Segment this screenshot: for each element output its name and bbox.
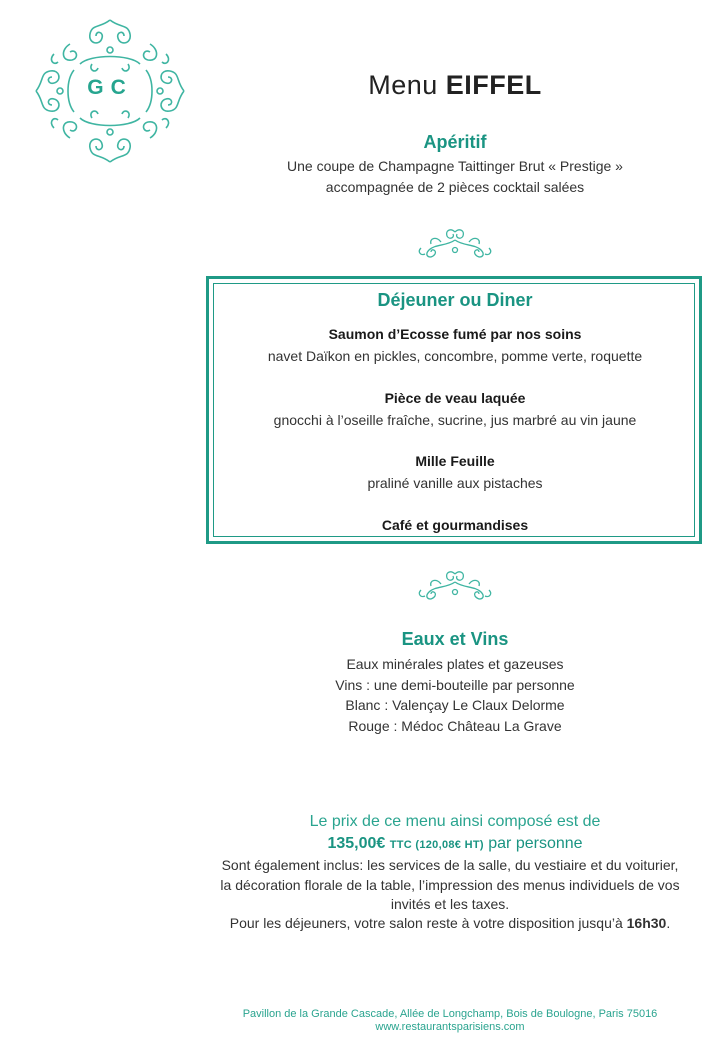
price-amount: 135,00€ — [327, 835, 386, 852]
swirl-divider-icon — [415, 226, 495, 260]
aperitif-heading: Apéritif — [423, 132, 487, 152]
drinks-line: Blanc : Valençay Le Claux Delorme — [345, 697, 565, 713]
swirl-divider-icon — [415, 568, 495, 602]
course-name: Café et gourmandises — [381, 517, 529, 533]
page-title — [205, 70, 705, 101]
price-per-person: par personne — [488, 835, 583, 852]
included-line: la décoration florale de la table, l’impression des menus individuels de vos — [220, 877, 680, 893]
lunch-note — [200, 913, 700, 934]
logo-monogram: GC — [87, 76, 133, 99]
included-line: Sont également inclus: les services de la salle, du vestiaire et du voiturier, — [221, 857, 679, 873]
title-prefix: Menu — [368, 70, 438, 100]
course-description: praliné vanille aux pistaches — [367, 475, 543, 491]
course-name: Mille Feuille — [415, 453, 495, 469]
restaurant-logo — [30, 14, 190, 168]
aperitif-line: accompagnée de 2 pièces cocktail salées — [325, 179, 585, 195]
course-name: Pièce de veau laquée — [384, 390, 526, 406]
price-intro: Le prix de ce menu ainsi composé est de — [309, 813, 601, 830]
menu-heading: Déjeuner ou Diner — [377, 290, 533, 310]
lunch-note-text: Pour les déjeuners, votre salon reste à votre disposition jusqu’à — [229, 915, 623, 931]
price-tax-detail: TTC (120,08€ HT) — [389, 839, 484, 851]
drinks-line: Rouge : Médoc Château La Grave — [348, 718, 562, 734]
footer-website[interactable]: www.restaurantsparisiens.com — [375, 1021, 525, 1033]
lunch-end: . — [666, 915, 671, 931]
course-description: gnocchi à l’oseille fraîche, sucrine, jus marbré au vin jaune — [273, 412, 637, 428]
course-name: Saumon d’Ecosse fumé par nos soins — [328, 326, 582, 342]
price-amount-line — [205, 835, 705, 853]
drinks-line: Vins : une demi-bouteille par personne — [335, 677, 575, 693]
drinks-heading: Eaux et Vins — [401, 629, 509, 649]
lunch-time: 16h30 — [626, 915, 667, 931]
footer-address: Pavillon de la Grande Cascade, Allée de Longchamp, Bois de Boulogne, Paris 75016 — [242, 1008, 658, 1020]
drinks-line: Eaux minérales plates et gazeuses — [346, 656, 564, 672]
title-name: EIFFEL — [445, 70, 542, 100]
course-description: navet Daïkon en pickles, concombre, pomme verte, roquette — [267, 348, 643, 364]
aperitif-line: Une coupe de Champagne Taittinger Brut « Prestige » — [287, 158, 623, 174]
included-line: invités et les taxes. — [390, 896, 510, 912]
